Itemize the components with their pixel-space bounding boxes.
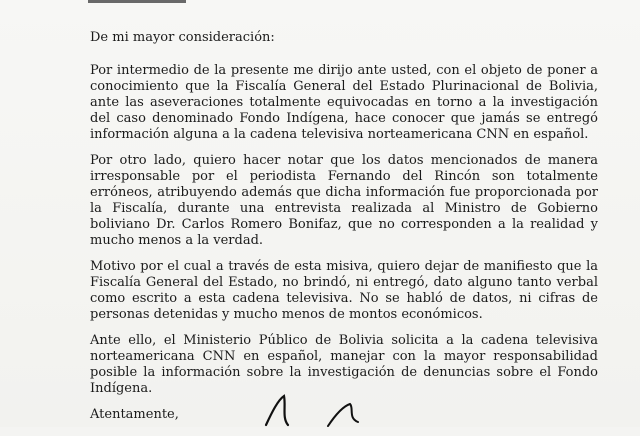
paragraph-line: Por intermedio de la presente me dirijo ante usted, con el objeto de poner a <box>90 63 598 78</box>
paragraph-line: Indígena. <box>90 381 153 396</box>
paragraph-line: del caso denominado Fondo Indígena, hace conocer que jamás se entregó <box>90 111 598 126</box>
closing: Atentamente, <box>90 407 179 422</box>
paragraph-line: personas detenidas y mucho menos de montos económicos. <box>90 307 483 322</box>
header-underline <box>88 0 186 3</box>
paragraph-line: Ante ello, el Ministerio Público de Bolivia solicita a la cadena televisiva <box>90 333 598 348</box>
paragraph-1 <box>90 63 598 143</box>
paragraph-2 <box>90 153 598 249</box>
paragraph-line: Fiscalía General del Estado, no brindó, ni entregó, dato alguno tanto verbal <box>90 275 598 290</box>
letter-body <box>90 30 598 436</box>
paragraph-line: la Fiscalía, durante una entrevista realizada al Ministro de Gobierno <box>90 201 598 216</box>
paragraph-line: mucho menos a la verdad. <box>90 233 264 248</box>
salutation: De mi mayor consideración: <box>90 30 275 45</box>
paragraph-4 <box>90 333 598 397</box>
paragraph-line: erróneos, atribuyendo además que dicha información fue proporcionada por <box>90 185 598 200</box>
paragraph-line: conocimiento que la Fiscalía General del Estado Plurinacional de Bolivia, <box>90 79 598 94</box>
paragraph-line: ante las aseveraciones totalmente equivocadas en torno a la investigación <box>90 95 598 110</box>
signature-mark <box>258 392 378 427</box>
paragraph-line: información alguna a la cadena televisiva norteamericana CNN en español. <box>90 127 589 142</box>
paragraph-line: Motivo por el cual a través de esta misiva, quiero dejar de manifiesto que la <box>90 259 598 274</box>
paragraph-line: como escrito a esta cadena televisiva. No se habló de datos, ni cifras de <box>90 291 598 306</box>
paragraph-line: irresponsable por el periodista Fernando del Rincón son totalmente <box>90 169 598 184</box>
paragraph-line: norteamericana CNN en español, manejar con la mayor responsabilidad <box>90 349 598 364</box>
paragraph-line: posible la información sobre la investigación de denuncias sobre el Fondo <box>90 365 598 380</box>
paragraph-line: boliviano Dr. Carlos Romero Bonifaz, que no corresponden a la realidad y <box>90 217 598 232</box>
paragraph-3 <box>90 259 598 323</box>
paragraph-line: Por otro lado, quiero hacer notar que los datos mencionados de manera <box>90 153 598 168</box>
